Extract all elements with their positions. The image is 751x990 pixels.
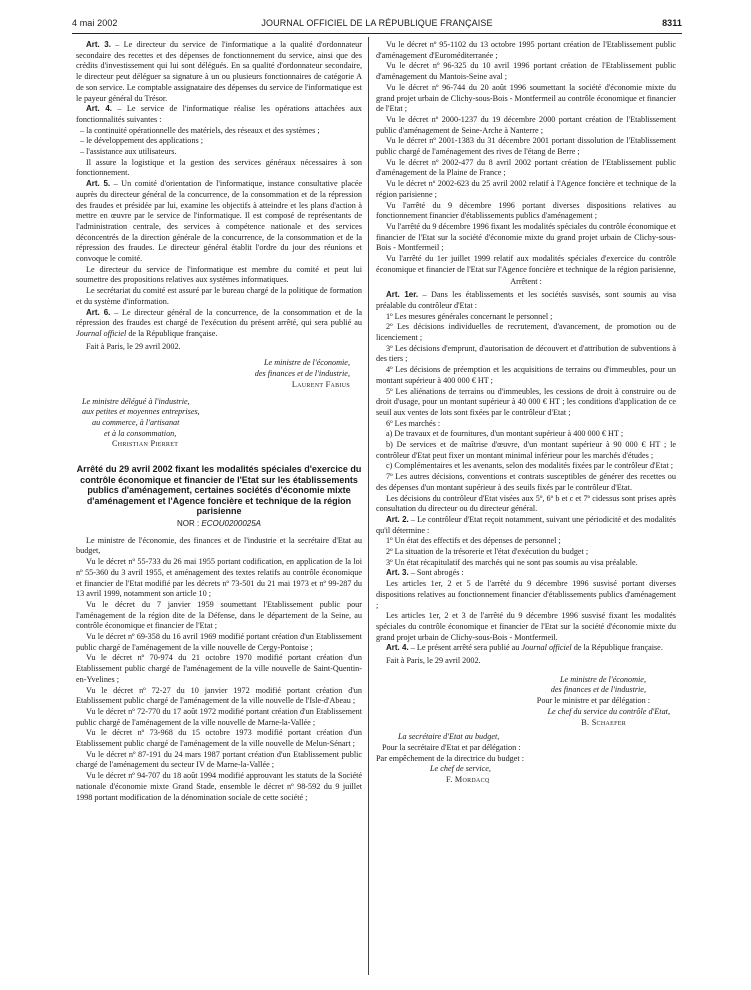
- nor-reference: NOR : ECOU0200025A: [176, 518, 262, 528]
- left-signature-2: Le ministre délégué à l'industrie, aux petites et moyennes entreprises, au commerce, à l'artisanat et à la consommation, Christian Pierret: [76, 397, 362, 451]
- left-art5-para3: Le secrétariat du comité est assuré par le bureau chargé de la politique de formation et du système d'information.: [76, 286, 362, 306]
- right-art4: Art. 4. – Le présent arrêté sera publié au Journal officiel de la République française.: [386, 643, 663, 653]
- visa-item: Vu le décret nº 2002-623 du 25 avril 2002 relatif à l'Agence foncière et technique de la région parisienne ;: [376, 179, 676, 199]
- visa-item: Vu le décret nº 73-968 du 15 octobre 1973 modifié portant création d'un Etablissement public chargé de l'aménagement de la ville nouvelle de Melun-Sénart ;: [76, 728, 362, 749]
- left-art5: Art. 5. – Un comité d'orientation de l'informatique, instance consultative placée auprès du directeur général de la concurrence, de la consommation et de la répression des fraudes et présidée par lui, examine les objectifs à atteindre et les plans d'action à mettre en œuvre par le service de l'informatique. Il est composé de représentants de l'administration centrale, des services à compétence nationale et des services déconcentrés de la direction générale de la concurrence, de la consommation et de la répression des fraudes. Le directeur général établit l'ordre du jour des réunions et convoque le comité.: [76, 179, 362, 264]
- right-fait: Fait à Paris, le 29 avril 2002.: [386, 656, 481, 666]
- visa-item: Vu l'arrêté du 9 décembre 1996 fixant les modalités spéciales du contrôle économique et financier de l'Etat sur la société d'économie mixte du grand projet urbain de Clichy-sous-Bois - Montfermeil ;: [376, 221, 676, 253]
- left-art6: Art. 6. – Le directeur général de la concurrence, de la consommation et de la répression des fraudes est chargé de l'exécution du présent arrêté, qui sera publié au Journal officiel de la République française.: [76, 307, 362, 338]
- header-page-number: 8311: [662, 18, 682, 28]
- header-rule: [72, 33, 682, 34]
- left-art4-para2: Il assure la logistique et la gestion des services généraux nécessaires à son fonctionnement.: [76, 157, 362, 178]
- list-item: 1º Les mesures générales concernant le personnel ;: [386, 311, 553, 321]
- list-item: 6º Les marchés :: [386, 418, 441, 428]
- left-art4: Art. 4. – Le service de l'informatique réalise les opérations attachées aux fonctionnalités suivantes :: [76, 104, 362, 124]
- list-item: – l'assistance aux utilisateurs.: [80, 147, 177, 157]
- list-item: c) Complémentaires et les avenants, selon des modalités fixées par le contrôleur d'Etat ;: [386, 461, 674, 471]
- visa-item: Vu le décret nº 72-27 du 10 janvier 1972 modifié portant création d'un Etablissement public chargé de l'aménagement de la ville nouvelle de l'Isle-d'Abeau ;: [76, 685, 362, 706]
- visa-item: Vu le décret nº 96-325 du 10 avril 1996 portant création de l'Etablissement public d'aménagement du Mantois-Seine aval ;: [376, 61, 676, 82]
- left-fait: Fait à Paris, le 29 avril 2002.: [86, 341, 181, 351]
- list-item: 2º La situation de la trésorerie et l'état d'exécution du budget ;: [386, 547, 589, 557]
- left-art5-para2: Le directeur du service de l'informatique est membre du comité et peut lui soumettre des propositions relatives aux systèmes informatiques.: [76, 264, 362, 285]
- visa-item: Vu le décret nº 72-770 du 17 août 1972 modifié portant création d'un Etablissement public chargé de l'aménagement de la ville nouvelle de Marne-la-Vallée ;: [76, 706, 362, 727]
- header-date: 4 mai 2002: [72, 18, 118, 28]
- list-item: 3º Les décisions d'emprunt, d'autorisation de découvert et d'attribution de subventions à des tiers ;: [376, 343, 676, 364]
- visa-item: Vu le décret nº 2002-477 du 8 avril 2002 portant création de l'Etablissement public d'aménagement de la Plaine de France ;: [376, 157, 676, 178]
- list-item: a) De travaux et de fournitures, d'un montant supérieur à 400 000 € HT ;: [386, 429, 624, 439]
- page-header: [72, 18, 682, 32]
- list-item: 4º Les décisions de préemption et les acquisitions de terrains ou d'immeubles, pour un montant supérieur à 400 000 € HT ;: [376, 365, 676, 385]
- visa-item: Vu le décret nº 96-744 du 20 août 1996 soumettant la société d'économie mixte du grand projet urbain de Clichy-sous-Bois - Montfermeil au contrôle économique et financier de l'Etat ;: [376, 82, 676, 114]
- right-column: [376, 40, 676, 786]
- column-divider: [368, 37, 369, 975]
- list-item: 2º Les décisions individuelles de recrutement, d'avancement, de promotion ou de licenciement ;: [376, 322, 676, 342]
- list-item: 3º Un état récapitulatif des marchés qui ne sont pas soumis au visa préalable.: [386, 557, 638, 567]
- signatory-name: B. Schaefer: [581, 717, 626, 727]
- signatory-name: Christian Pierret: [112, 439, 179, 449]
- list-item: b) De services et de maîtrise d'œuvre, d'un montant supérieur à 90 000 € HT ; le contrôleur d'Etat peut fixer un montant minimal inférieur pour les marchés d'études ;: [376, 440, 676, 460]
- right-signature-1: Le ministre de l'économie, des finances et de l'industrie, Pour le ministre et par délégation : Le chef du service du contrôle d'Etat, B. Schaefer: [376, 675, 676, 729]
- visa-item: Vu le décret nº 55-733 du 26 mai 1955 portant codification, en application de la loi nº 55-360 du 3 avril 1955, et aménagement des textes relatifs au contrôle économique et financier de l'Etat modifié par les décrets nº 73-501 du 21 mai 1973 et nº 99-287 du 13 avril 1999, notamment son article 10 ;: [76, 557, 362, 599]
- decree-title: Arrêté du 29 avril 2002 fixant les modalités spéciales d'exercice du contrôle économique et financier de l'Etat sur les établissements publics d'aménagement, certaines sociétés d'économie mixte d'aménagement et l'Agence foncière et technique de la région parisienne: [76, 464, 362, 517]
- visa-item: Vu le décret nº 2001-1383 du 31 décembre 2001 portant dissolution de l'Etablissement public chargé de l'aménagement des rives de l'étang de Berre ;: [376, 136, 676, 157]
- right-art2: Art. 2. – Le contrôleur d'Etat reçoit notamment, suivant une périodicité et des modalités qu'il détermine :: [376, 514, 676, 535]
- list-item: 5º Les aliénations de terrains ou d'immeubles, les cessions de droit à construire ou de droit d'usage, pour un montant supérieur à 40 000 € HT ; les conditions d'application de ce seuil aux ventes de lots sont fixées par le contrôleur d'Etat ;: [376, 386, 676, 417]
- decree-intro: Le ministre de l'économie, des finances et de l'industrie et la secrétaire d'Etat au budget,: [76, 535, 362, 556]
- visa-item: Vu l'arrêté du 1er juillet 1999 relatif aux modalités spéciales d'exercice du contrôle économique et financier de l'Etat sur l'Agence foncière et technique de la région parisienne,: [376, 254, 676, 274]
- list-item: 1º Un état des effectifs et des dépenses de personnel ;: [386, 536, 561, 546]
- right-art1: Art. 1er. – Dans les établissements et les sociétés susvisés, sont soumis au visa préalable du contrôleur d'Etat :: [376, 290, 676, 310]
- right-signature-2: La secrétaire d'Etat au budget, Pour la secrétaire d'Etat et par délégation : Par empêchement de la directrice du budget : Le chef de service, F. Mordacq: [376, 732, 676, 786]
- header-journal-title: JOURNAL OFFICIEL DE LA RÉPUBLIQUE FRANÇAISE: [261, 18, 493, 28]
- left-signature-1: Le ministre de l'économie, des finances et de l'industrie, Laurent Fabius: [76, 358, 362, 390]
- signatory-name: F. Mordacq: [446, 775, 490, 785]
- list-item: Les articles 1er, 2 et 5 de l'arrêté du 9 décembre 1996 susvisé portant diverses dispositions relatives au fonctionnement financier d'établissements publics d'aménagement ;: [376, 579, 676, 610]
- left-art3: Art. 3. – Le directeur du service de l'informatique a la qualité d'ordonnateur secondaire des recettes et des dépenses de fonctionnement du service, ainsi que des crédits d'investissement qui lui sont délégués. En sa qualité d'ordonnateur secondaire, le directeur peut déléguer sa signature à un ou plusieurs fonctionnaires de catégorie A de son service. Le comptable assignataire des dépenses du service de l'informatique est le payeur général du Trésor.: [76, 40, 362, 103]
- visa-item: Vu le décret nº 87-191 du 24 mars 1987 portant création d'un Etablissement public chargé de l'aménagement du secteur IV de Marne-la-Vallée ;: [76, 749, 362, 770]
- signatory-name: Laurent Fabius: [291, 379, 350, 389]
- arretent-heading: Arrêtent :: [510, 277, 542, 287]
- visa-item: Vu l'arrêté du 9 décembre 1996 portant diverses dispositions relatives au fonctionnement financier d'établissements publics d'aménagement ;: [376, 200, 676, 221]
- visa-item: Vu le décret nº 95-1102 du 13 octobre 1995 portant création de l'Etablissement public d'aménagement d'Euroméditerranée ;: [376, 40, 676, 60]
- visa-item: Vu le décret du 7 janvier 1959 soumettant l'Etablissement public pour l'aménagement de la région dite de la Défense, dans le département de la Seine, au contrôle économique et financier de l'Etat ;: [76, 599, 362, 631]
- visa-item: Vu le décret nº 70-974 du 21 octobre 1970 modifié portant création d'un Etablissement public chargé de l'aménagement de la ville nouvelle de Saint-Quentin-en-Yvelines ;: [76, 653, 362, 684]
- right-art3: Art. 3. – Sont abrogés :: [386, 568, 464, 578]
- list-item: Les articles 1er, 2 et 3 de l'arrêté du 9 décembre 1996 susvisé fixant les modalités spéciales du contrôle économique et financier de l'Etat sur la société d'économie mixte du grand projet urbain de Clichy-sous-Bois - Montfermeil.: [376, 611, 676, 642]
- list-item: – la continuité opérationnelle des matériels, des réseaux et des systèmes ;: [80, 125, 320, 135]
- list-item: Les décisions du contrôleur d'Etat visées aux 5º, 6º b et c et 7º cidessus sont prises après consultation du directeur ou du directeur général.: [376, 493, 676, 514]
- list-item: 7º Les autres décisions, conventions et contrats susceptibles de générer des recettes ou des dépenses d'un montant supérieur à des seuils fixés par le contrôleur d'Etat.: [376, 472, 676, 492]
- visa-item: Vu le décret nº 2000-1237 du 19 décembre 2000 portant création de l'Etablissement public d'aménagement de Seine-Arche à Nanterre ;: [376, 114, 676, 135]
- left-column: [76, 40, 362, 803]
- visa-item: Vu le décret nº 94-707 du 18 août 1994 modifié approuvant les statuts de la Société nationale d'économie mixte Grand Stade, ensemble le décret nº 98-592 du 9 juillet 1998 portant modification de la dénomination sociale de cette société ;: [76, 771, 362, 802]
- visa-item: Vu le décret nº 69-358 du 16 avril 1969 modifié portant création d'un Etablissement public chargé de l'aménagement de la ville nouvelle de Cergy-Pontoise ;: [76, 632, 362, 652]
- list-item: – le développement des applications ;: [80, 136, 204, 146]
